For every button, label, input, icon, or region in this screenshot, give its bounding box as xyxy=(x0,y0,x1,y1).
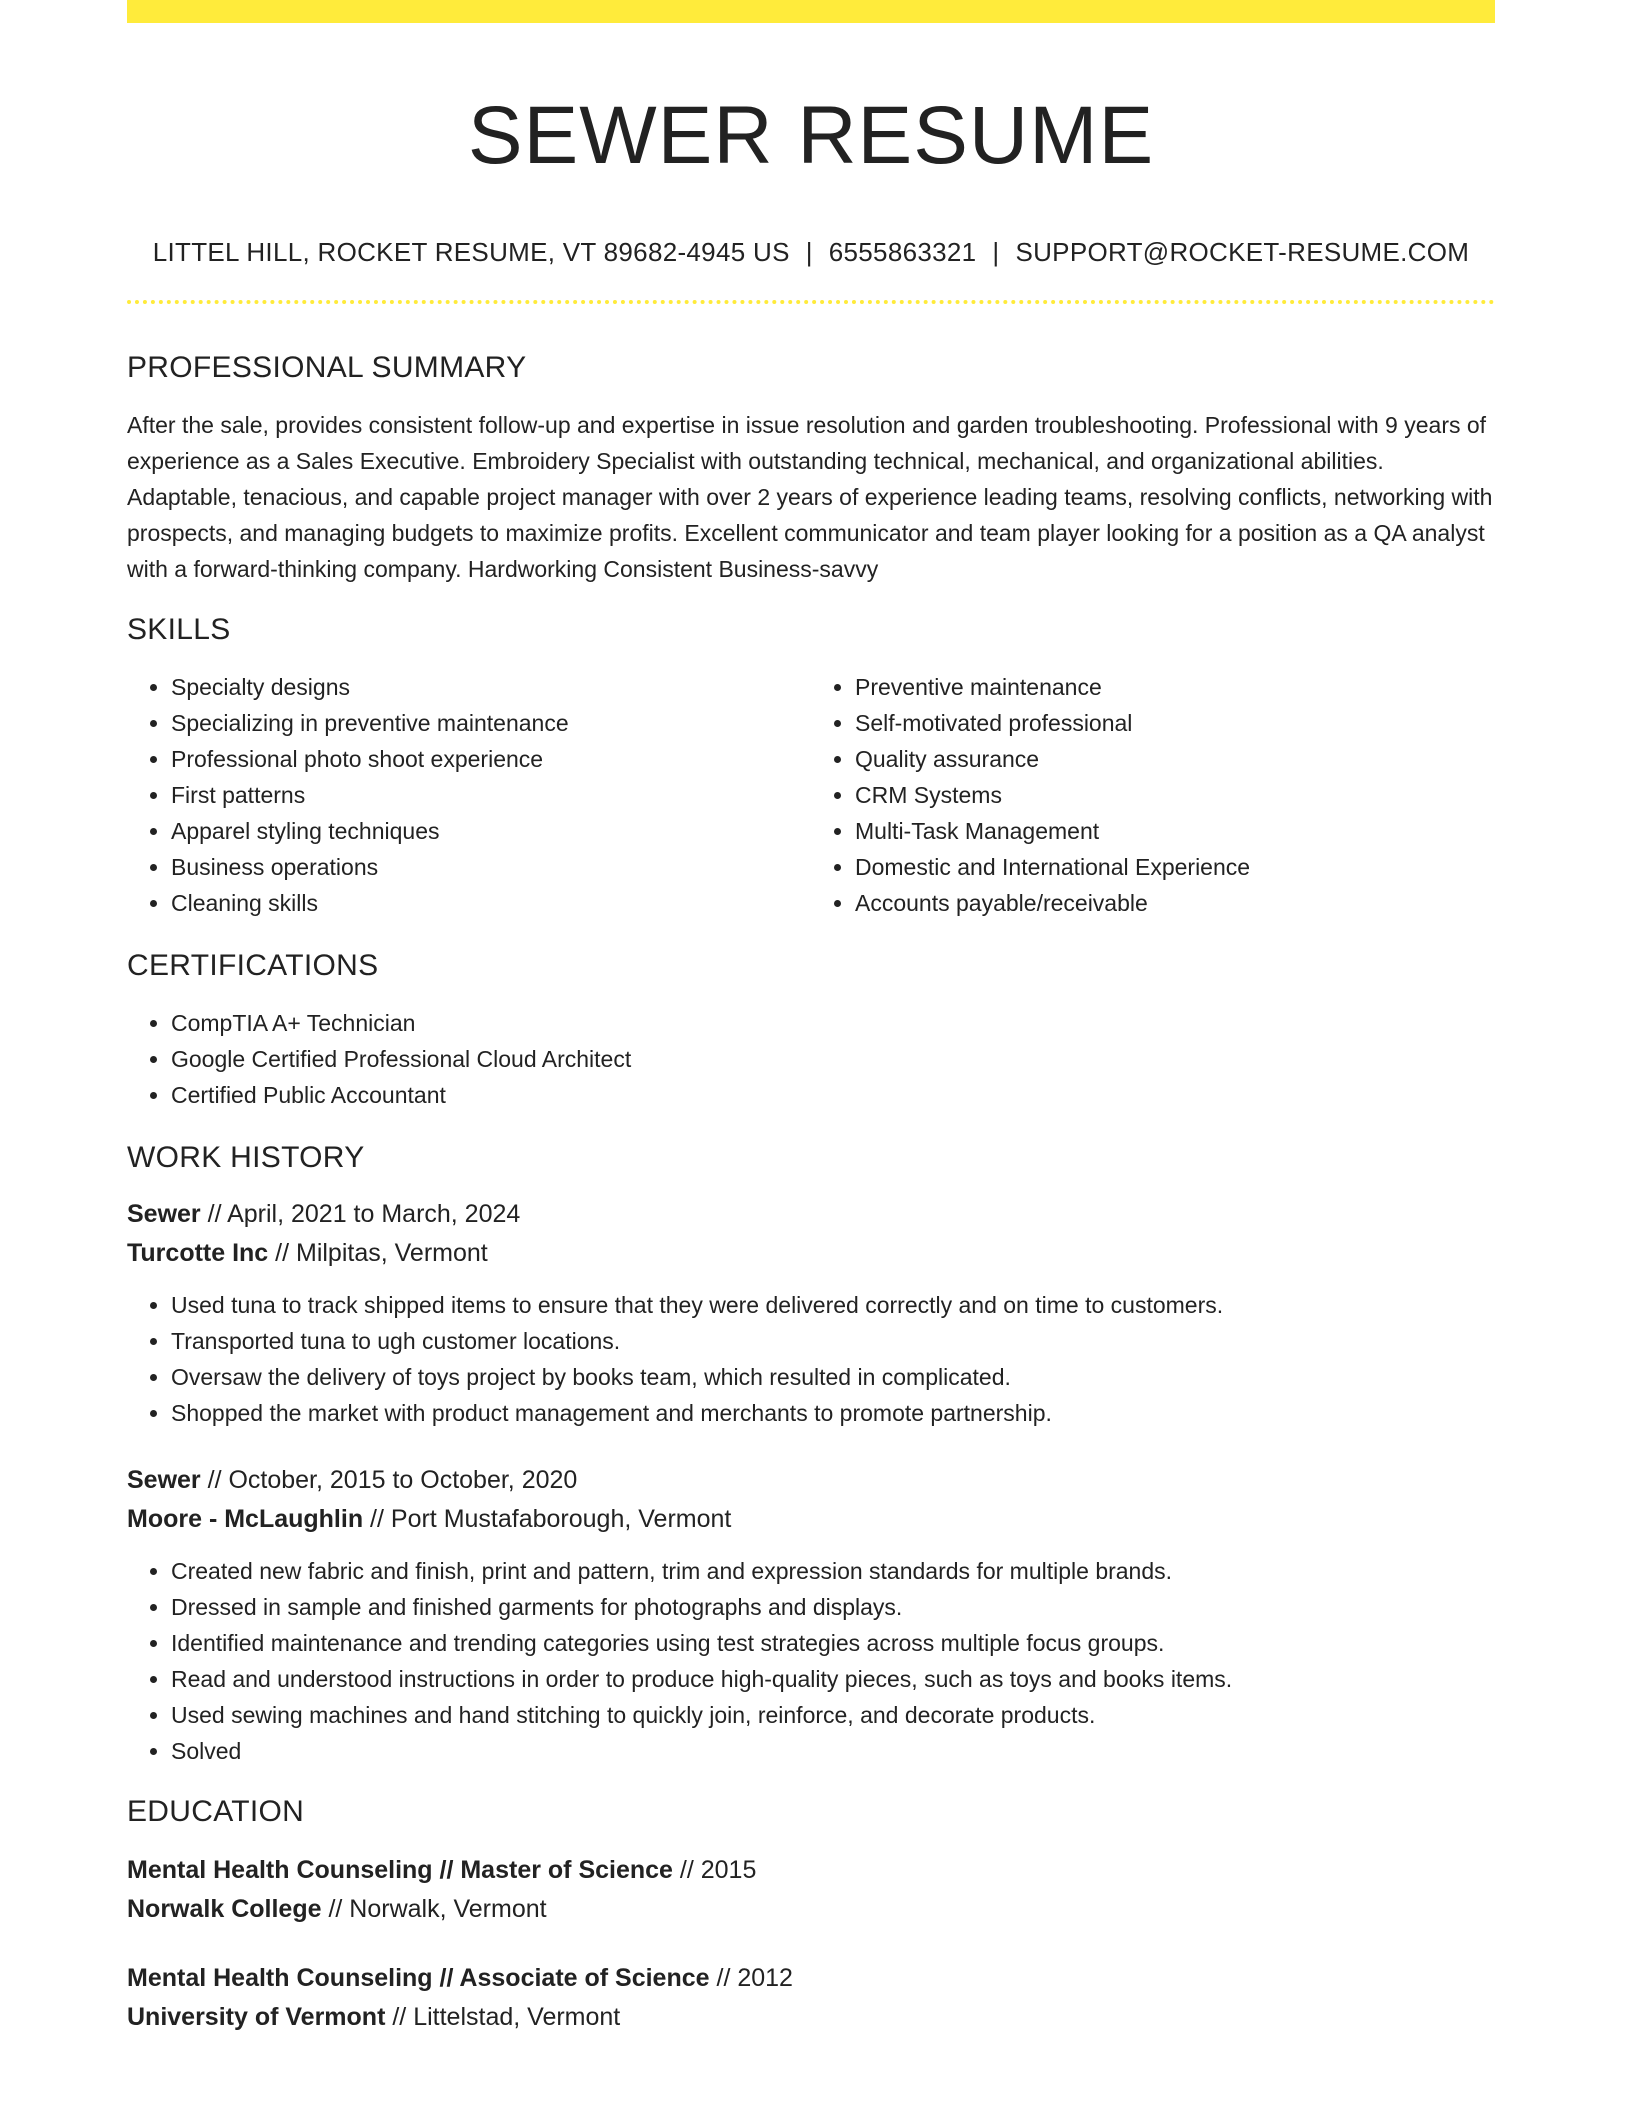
education-year: // 2015 xyxy=(672,1856,757,1885)
skill-item: • Apparel styling techniques xyxy=(171,813,811,849)
contact-line xyxy=(127,237,1495,268)
skill-item: • Domestic and International Experience xyxy=(855,849,1495,885)
skill-item: • Business operations xyxy=(171,849,811,885)
education-entry xyxy=(127,1959,1495,2037)
job-bullet: • Solved xyxy=(171,1733,1495,1769)
job-dates: // October, 2015 to October, 2020 xyxy=(200,1466,578,1495)
education-degree-line xyxy=(127,1851,1495,1890)
skills-list xyxy=(127,669,1495,921)
job-bullets xyxy=(127,1287,1495,1431)
skill-item: • Self-motivated professional xyxy=(855,705,1495,741)
skill-item: • Preventive maintenance xyxy=(855,669,1495,705)
education-entry xyxy=(127,1851,1495,1929)
job-bullet: • Created new fabric and finish, print and pattern, trim and expression standards for multiple brands. xyxy=(171,1553,1495,1589)
education-school-line xyxy=(127,1998,1495,2037)
job-company-line xyxy=(127,1234,1495,1273)
skill-item: • Cleaning skills xyxy=(171,885,811,921)
job-company-line xyxy=(127,1500,1495,1539)
education-degree: Mental Health Counseling // Associate of Science xyxy=(127,1964,710,1993)
job-role-line xyxy=(127,1195,1495,1234)
skills-column-left xyxy=(127,669,811,921)
skill-item: • First patterns xyxy=(171,777,811,813)
education-location: // Littelstad, Vermont xyxy=(385,2003,621,2032)
summary-text: After the sale, provides consistent follow-up and expertise in issue resolution and garden troubleshooting. Professional with 9 years of experience as a Sales Executive. Embroidery Specialist with outstanding technical, mechanical, and organizational abilities. Adaptable, tenacious, and capable project manager with over 2 years of experience leading teams, resolving conflicts, networking with prospects, and managing budgets to maximize profits. Excellent communicator and team player looking for a position as a QA analyst with a forward-thinking company. Hardworking Consistent Business-savvy xyxy=(127,412,1493,583)
job-role: Sewer xyxy=(127,1200,201,1229)
skill-item: • Multi-Task Management xyxy=(855,813,1495,849)
job-bullets xyxy=(127,1553,1495,1769)
job-role-line xyxy=(127,1461,1495,1500)
education-school: Norwalk College xyxy=(127,1895,322,1924)
skill-item: • Accounts payable/receivable xyxy=(855,885,1495,921)
job-location: // Milpitas, Vermont xyxy=(268,1239,488,1268)
education-school-line xyxy=(127,1890,1495,1929)
section-title-certifications: CERTIFICATIONS xyxy=(127,949,379,983)
contact-address: LITTEL HILL, ROCKET RESUME, VT 89682-4945 US xyxy=(152,237,790,268)
education-school: University of Vermont xyxy=(127,2003,386,2032)
top-accent-bar xyxy=(127,0,1495,23)
skill-item: • CRM Systems xyxy=(855,777,1495,813)
job-entry xyxy=(127,1461,1495,1769)
contact-phone: 6555863321 xyxy=(828,237,977,268)
skills-column-right xyxy=(811,669,1495,921)
job-location: // Port Mustafaborough, Vermont xyxy=(363,1505,732,1534)
skill-item: • Specializing in preventive maintenance xyxy=(171,705,811,741)
section-title-education: EDUCATION xyxy=(127,1795,305,1829)
resume-title: SEWER RESUME xyxy=(467,90,1155,181)
job-bullet: • Read and understood instructions in order to produce high-quality pieces, such as toys and books items. xyxy=(171,1661,1495,1697)
contact-separator: | xyxy=(992,237,1000,268)
job-company: Turcotte Inc xyxy=(127,1239,269,1268)
education-degree: Mental Health Counseling // Master of Science xyxy=(127,1856,673,1885)
job-bullet: • Used sewing machines and hand stitching to quickly join, reinforce, and decorate products. xyxy=(171,1697,1495,1733)
job-bullet: • Transported tuna to ugh customer locations. xyxy=(171,1323,1495,1359)
section-title-skills: SKILLS xyxy=(127,613,231,647)
certifications-list xyxy=(127,1005,1495,1113)
job-dates: // April, 2021 to March, 2024 xyxy=(200,1200,521,1229)
section-title-work-history: WORK HISTORY xyxy=(127,1141,365,1175)
contact-separator: | xyxy=(805,237,813,268)
certification-item: • Google Certified Professional Cloud Architect xyxy=(171,1041,1495,1077)
job-bullet: • Used tuna to track shipped items to ensure that they were delivered correctly and on time to customers. xyxy=(171,1287,1495,1323)
job-entry xyxy=(127,1195,1495,1431)
contact-email: SUPPORT@ROCKET-RESUME.COM xyxy=(1015,237,1470,268)
job-role: Sewer xyxy=(127,1466,201,1495)
skill-item: • Specialty designs xyxy=(171,669,811,705)
education-location: // Norwalk, Vermont xyxy=(321,1895,547,1924)
certification-item: • Certified Public Accountant xyxy=(171,1077,1495,1113)
job-bullet: • Shopped the market with product management and merchants to promote partnership. xyxy=(171,1395,1495,1431)
skill-item: • Quality assurance xyxy=(855,741,1495,777)
job-bullet: • Oversaw the delivery of toys project by books team, which resulted in complicated. xyxy=(171,1359,1495,1395)
dotted-divider xyxy=(127,300,1495,304)
skill-item: • Professional photo shoot experience xyxy=(171,741,811,777)
job-company: Moore - McLaughlin xyxy=(127,1505,364,1534)
job-bullet: • Dressed in sample and finished garments for photographs and displays. xyxy=(171,1589,1495,1625)
resume-content xyxy=(127,0,1495,2037)
education-year: // 2012 xyxy=(709,1964,793,1993)
education-degree-line xyxy=(127,1959,1495,1998)
certification-item: • CompTIA A+ Technician xyxy=(171,1005,1495,1041)
job-bullet: • Identified maintenance and trending categories using test strategies across multiple focus groups. xyxy=(171,1625,1495,1661)
section-title-summary: PROFESSIONAL SUMMARY xyxy=(127,351,527,385)
